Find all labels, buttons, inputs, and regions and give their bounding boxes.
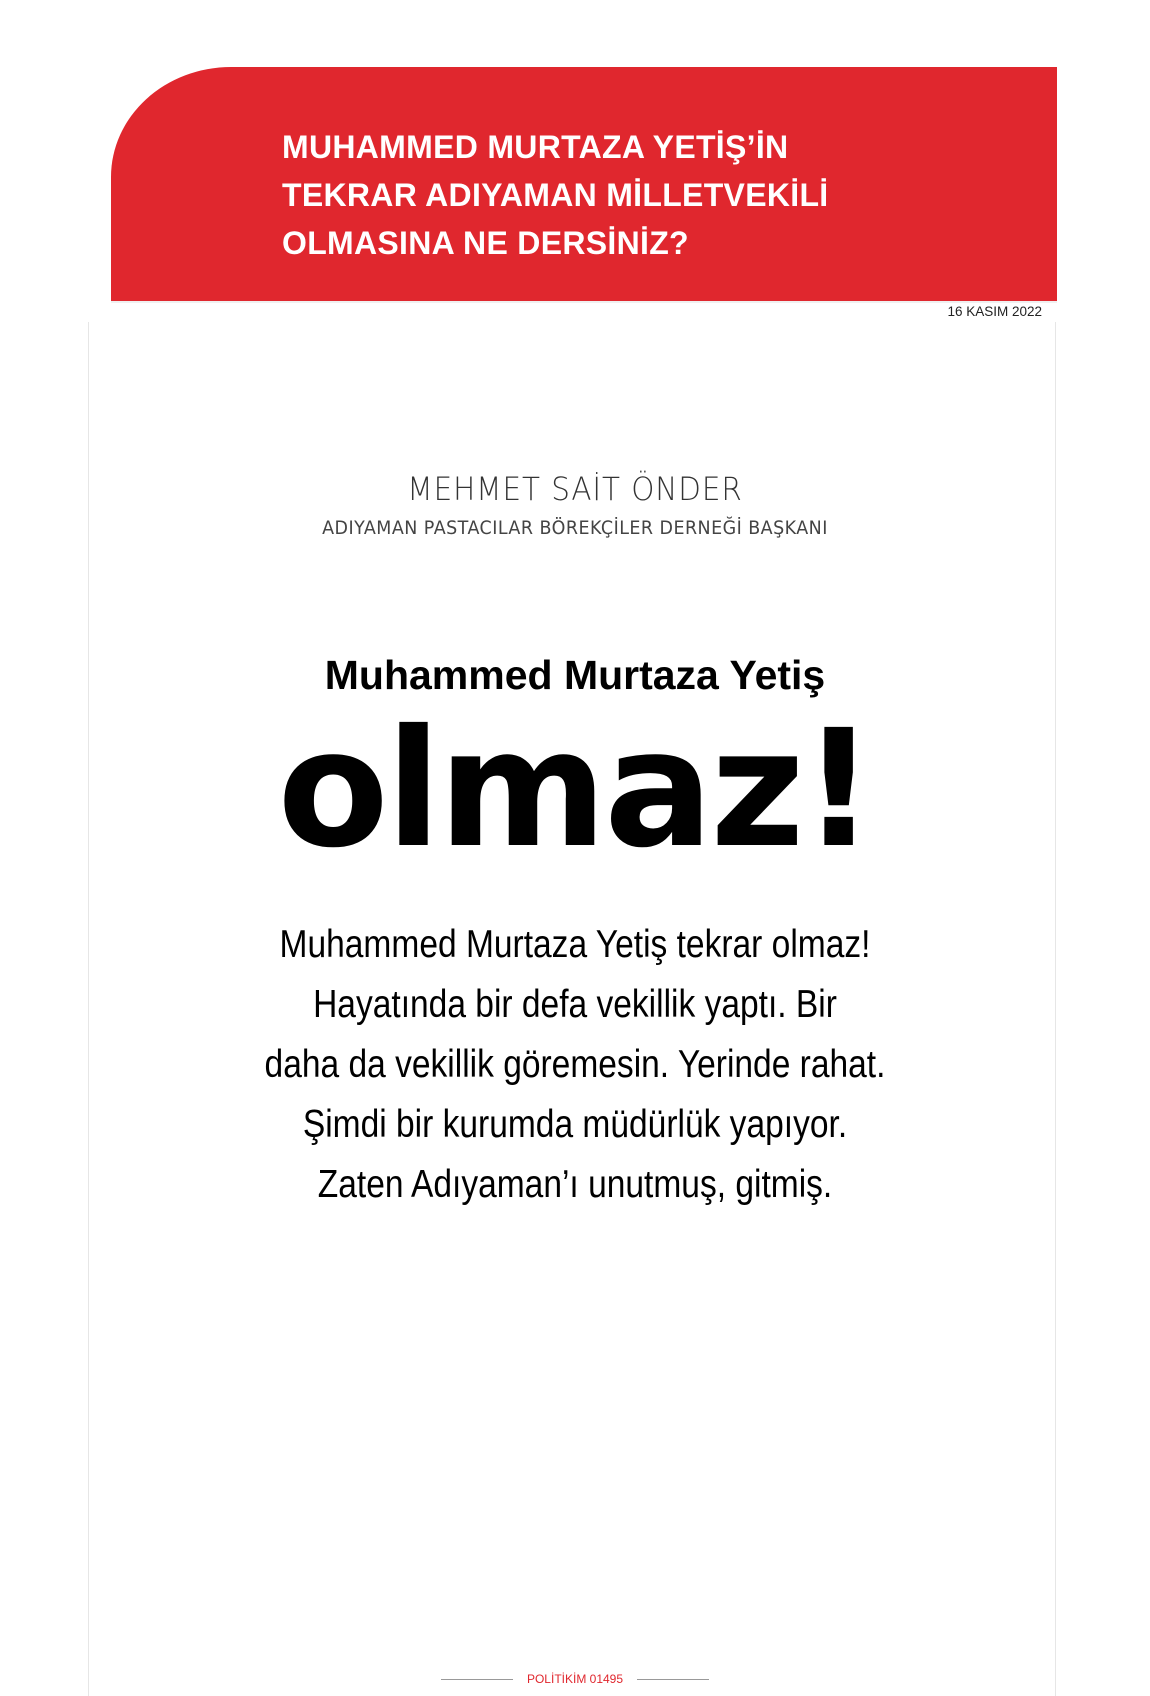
article-title <box>282 123 1002 267</box>
body-line-1: Muhammed Murtaza Yetiş tekrar olmaz! <box>279 923 871 966</box>
publish-date: 16 KASIM 2022 <box>947 304 1042 319</box>
author-name: MEHMET SAİT ÖNDER <box>407 470 743 508</box>
article-title-line-3: OLMASINA NE DERSİNİZ? <box>282 225 689 261</box>
body-line-2: Hayatında bir defa vekillik yaptı. Bir <box>313 983 837 1026</box>
headline-big: olmaz! <box>277 696 873 884</box>
footer-label: POLİTİKİM 01495 <box>526 1672 624 1686</box>
footer <box>0 1672 1150 1686</box>
author-role: ADIYAMAN PASTACILAR BÖREKÇİLER DERNEĞİ BAŞKANI <box>322 517 828 539</box>
headline-name: Muhammed Murtaza Yetiş <box>324 652 826 698</box>
footer-divider-left <box>441 1679 513 1680</box>
header-banner <box>111 67 1057 303</box>
body-line-3: daha da vekillik göremesin. Yerinde rahat. <box>264 1043 886 1086</box>
article-title-line-2: TEKRAR ADIYAMAN MİLLETVEKİLİ <box>282 177 829 213</box>
footer-divider-right <box>637 1679 709 1680</box>
body-line-4: Şimdi bir kurumda müdürlük yapıyor. <box>302 1103 848 1146</box>
body-line-5: Zaten Adıyaman’ı unutmuş, gitmiş. <box>317 1163 833 1206</box>
article-title-line-1: MUHAMMED MURTAZA YETİŞ’İN <box>282 129 789 165</box>
body-text <box>0 915 1150 1215</box>
